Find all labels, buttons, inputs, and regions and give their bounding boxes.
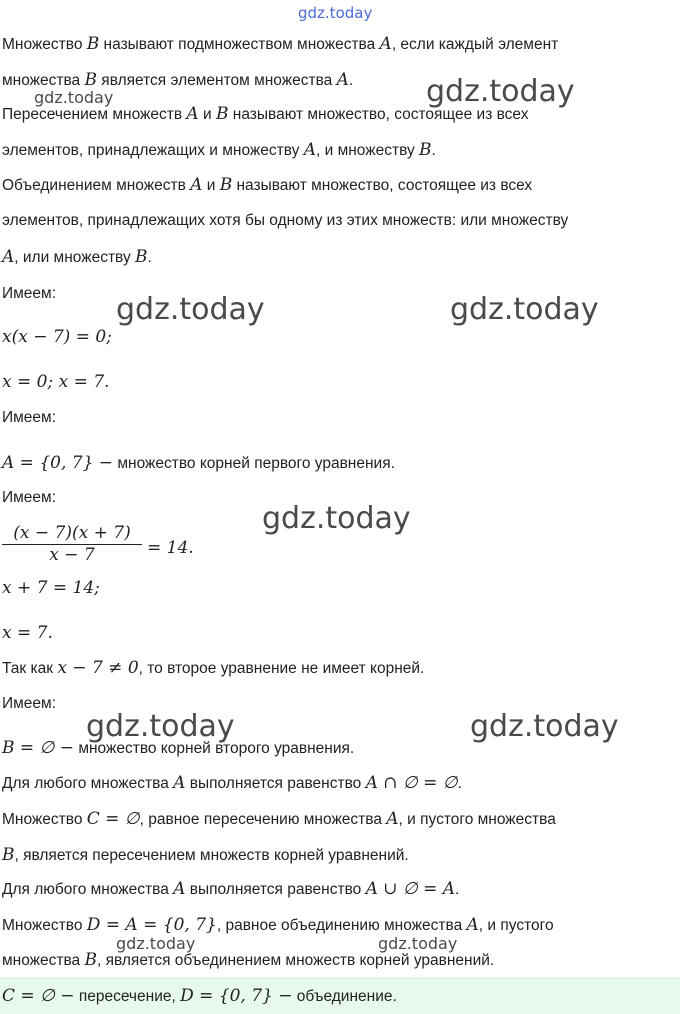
definition-intersection-line-2: элементов, принадлежащих и множеству A, и множеству B. — [2, 140, 436, 160]
definition-intersection-line-1: Пересечением множеств A и B называют множество, состоящее из всех — [2, 104, 529, 124]
fraction-denominator: x − 7 — [49, 545, 95, 565]
text-line: Так как x − 7 ≠ 0, то второе уравнение не имеет корней. — [2, 658, 425, 678]
equation-line: x + 7 = 14; — [2, 578, 100, 598]
fraction — [2, 523, 142, 565]
definition-union-line-2: элементов, принадлежащих хотя бы одному из этих множеств: или множеству — [2, 212, 569, 229]
text-line: Имеем: — [2, 489, 57, 506]
watermark: gdz.today — [116, 292, 265, 327]
text-line: Множество C = ∅, равное пересечению множества A, и пустого множества — [2, 809, 556, 829]
watermark: gdz.today — [378, 934, 458, 953]
equation-line: x = 0; x = 7. — [2, 372, 110, 392]
watermark: gdz.today — [426, 74, 575, 109]
definition-union-line-1: Объединением множеств A и B называют множество, состоящее из всех — [2, 175, 533, 195]
definition-union-line-3: A, или множеству B. — [2, 247, 152, 267]
text-line: множества B, является объединением множеств корней уравнений. — [2, 950, 495, 970]
equation-line: x = 7. — [2, 623, 53, 643]
watermark: gdz.today — [34, 88, 114, 107]
text-line: Имеем: — [2, 409, 57, 426]
text-line: Для любого множества A выполняется равенство A ∩ ∅ = ∅. — [2, 773, 462, 793]
watermark: gdz.today — [86, 709, 235, 744]
watermark-top: gdz.today — [298, 4, 373, 22]
text-line: Для любого множества A выполняется равенство A ∪ ∅ = A. — [2, 879, 460, 899]
watermark: gdz.today — [262, 501, 411, 536]
watermark: gdz.today — [450, 292, 599, 327]
watermark: gdz.today — [116, 934, 196, 953]
equation-line: B = ∅ − множество корней второго уравнения. — [2, 738, 355, 758]
fraction-result: = 14. — [147, 538, 194, 558]
text-line: Имеем: — [2, 285, 57, 302]
definition-subset-line-1: Множество B называют подмножеством множества A, если каждый элемент — [2, 34, 559, 54]
answer-line: C = ∅ − пересечение, D = {0, 7} − объединение. — [2, 986, 397, 1006]
watermark: gdz.today — [470, 709, 619, 744]
text-line: Имеем: — [2, 695, 57, 712]
definition-subset-line-2: множества B является элементом множества A. — [2, 70, 354, 90]
text-line: B, является пересечением множеств корней уравнений. — [2, 845, 409, 865]
equation-line: x(x − 7) = 0; — [2, 327, 112, 347]
text-line: Множество D = A = {0, 7}, равное объединению множества A, и пустого — [2, 915, 554, 935]
fraction-numerator: (x − 7)(x + 7) — [2, 523, 142, 545]
equation-line: A = {0, 7} − множество корней первого уравнения. — [2, 453, 395, 473]
